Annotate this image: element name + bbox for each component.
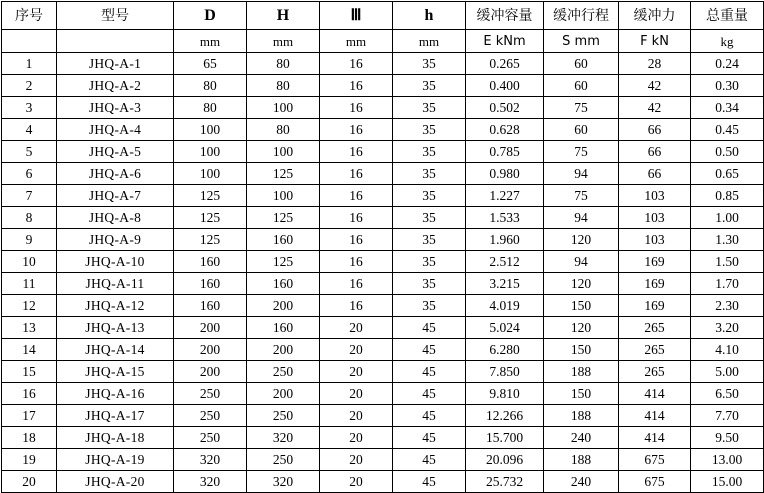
table-cell: 13.00 xyxy=(691,449,764,471)
table-cell: 125 xyxy=(174,229,247,251)
table-cell: 1.50 xyxy=(691,251,764,273)
table-cell: 16 xyxy=(320,53,393,75)
table-cell: 0.502 xyxy=(466,97,544,119)
table-cell: 20 xyxy=(320,471,393,493)
table-cell: 188 xyxy=(544,405,619,427)
model-code: JHQ-A-11 xyxy=(57,273,174,295)
table-cell: 320 xyxy=(174,471,247,493)
row-index: 15 xyxy=(2,361,57,383)
table-cell: 200 xyxy=(174,317,247,339)
table-cell: 16 xyxy=(320,207,393,229)
column-unit-7: S mm xyxy=(544,30,619,53)
table-cell: 125 xyxy=(247,207,320,229)
table-cell: 66 xyxy=(619,163,691,185)
table-cell: 320 xyxy=(247,427,320,449)
table-cell: 169 xyxy=(619,273,691,295)
table-cell: 20 xyxy=(320,383,393,405)
model-code: JHQ-A-12 xyxy=(57,295,174,317)
table-cell: 1.70 xyxy=(691,273,764,295)
table-cell: 75 xyxy=(544,185,619,207)
table-cell: 42 xyxy=(619,75,691,97)
table-cell: 1.960 xyxy=(466,229,544,251)
model-code: JHQ-A-14 xyxy=(57,339,174,361)
table-cell: 100 xyxy=(174,141,247,163)
table-cell: 0.85 xyxy=(691,185,764,207)
table-cell: 16 xyxy=(320,97,393,119)
row-index: 2 xyxy=(2,75,57,97)
table-row xyxy=(2,317,764,339)
table-cell: 7.70 xyxy=(691,405,764,427)
table-row xyxy=(2,471,764,493)
table-cell: 100 xyxy=(247,97,320,119)
table-cell: 160 xyxy=(174,295,247,317)
table-cell: 4.019 xyxy=(466,295,544,317)
column-header-4: Ⅲ xyxy=(320,2,393,30)
row-index: 10 xyxy=(2,251,57,273)
table-cell: 0.628 xyxy=(466,119,544,141)
table-cell: 3.215 xyxy=(466,273,544,295)
table-cell: 169 xyxy=(619,251,691,273)
table-row xyxy=(2,53,764,75)
column-unit-9: kg xyxy=(691,30,764,53)
model-code: JHQ-A-6 xyxy=(57,163,174,185)
table-cell: 0.65 xyxy=(691,163,764,185)
table-cell: 675 xyxy=(619,471,691,493)
table-cell: 160 xyxy=(247,229,320,251)
column-header-1: 型号 xyxy=(57,2,174,30)
model-code: JHQ-A-4 xyxy=(57,119,174,141)
table-cell: 250 xyxy=(247,405,320,427)
row-index: 5 xyxy=(2,141,57,163)
row-index: 17 xyxy=(2,405,57,427)
table-cell: 5.00 xyxy=(691,361,764,383)
model-code: JHQ-A-8 xyxy=(57,207,174,229)
table-cell: 15.700 xyxy=(466,427,544,449)
row-index: 8 xyxy=(2,207,57,229)
table-cell: 265 xyxy=(619,317,691,339)
table-cell: 35 xyxy=(393,229,466,251)
row-index: 12 xyxy=(2,295,57,317)
table-cell: 2.512 xyxy=(466,251,544,273)
table-cell: 3.20 xyxy=(691,317,764,339)
model-code: JHQ-A-20 xyxy=(57,471,174,493)
table-cell: 100 xyxy=(174,163,247,185)
row-index: 9 xyxy=(2,229,57,251)
table-cell: 0.45 xyxy=(691,119,764,141)
row-index: 1 xyxy=(2,53,57,75)
table-cell: 100 xyxy=(247,185,320,207)
table-cell: 35 xyxy=(393,295,466,317)
table-cell: 414 xyxy=(619,405,691,427)
row-index: 18 xyxy=(2,427,57,449)
row-index: 7 xyxy=(2,185,57,207)
table-row xyxy=(2,295,764,317)
table-cell: 75 xyxy=(544,141,619,163)
table-row xyxy=(2,383,764,405)
table-cell: 45 xyxy=(393,427,466,449)
row-index: 13 xyxy=(2,317,57,339)
table-cell: 65 xyxy=(174,53,247,75)
table-cell: 188 xyxy=(544,361,619,383)
table-cell: 94 xyxy=(544,207,619,229)
column-unit-4: mm xyxy=(320,30,393,53)
column-unit-1 xyxy=(57,30,174,53)
table-cell: 120 xyxy=(544,273,619,295)
table-cell: 250 xyxy=(247,449,320,471)
table-cell: 250 xyxy=(174,405,247,427)
column-unit-2: mm xyxy=(174,30,247,53)
row-index: 20 xyxy=(2,471,57,493)
table-cell: 1.30 xyxy=(691,229,764,251)
table-cell: 120 xyxy=(544,317,619,339)
table-cell: 150 xyxy=(544,383,619,405)
table-cell: 265 xyxy=(619,339,691,361)
row-index: 14 xyxy=(2,339,57,361)
table-cell: 80 xyxy=(247,75,320,97)
table-cell: 66 xyxy=(619,141,691,163)
table-cell: 12.266 xyxy=(466,405,544,427)
table-row xyxy=(2,339,764,361)
table-cell: 16 xyxy=(320,273,393,295)
table-cell: 25.732 xyxy=(466,471,544,493)
table-cell: 200 xyxy=(247,295,320,317)
table-cell: 160 xyxy=(174,251,247,273)
table-row xyxy=(2,75,764,97)
table-cell: 0.34 xyxy=(691,97,764,119)
table-cell: 9.810 xyxy=(466,383,544,405)
table-row xyxy=(2,119,764,141)
column-unit-6: E kNm xyxy=(466,30,544,53)
table-cell: 60 xyxy=(544,53,619,75)
table-row xyxy=(2,141,764,163)
table-cell: 15.00 xyxy=(691,471,764,493)
table-cell: 100 xyxy=(247,141,320,163)
column-unit-3: mm xyxy=(247,30,320,53)
model-code: JHQ-A-15 xyxy=(57,361,174,383)
table-cell: 45 xyxy=(393,339,466,361)
table-header-row xyxy=(2,2,764,30)
table-cell: 125 xyxy=(247,251,320,273)
table-cell: 0.50 xyxy=(691,141,764,163)
table-cell: 150 xyxy=(544,339,619,361)
table-row xyxy=(2,97,764,119)
table-cell: 5.024 xyxy=(466,317,544,339)
column-header-7: 缓冲行程 xyxy=(544,2,619,30)
table-cell: 320 xyxy=(174,449,247,471)
table-cell: 125 xyxy=(174,207,247,229)
table-row xyxy=(2,273,764,295)
model-code: JHQ-A-18 xyxy=(57,427,174,449)
model-code: JHQ-A-7 xyxy=(57,185,174,207)
table-cell: 103 xyxy=(619,207,691,229)
table-cell: 35 xyxy=(393,185,466,207)
table-cell: 35 xyxy=(393,119,466,141)
table-cell: 20.096 xyxy=(466,449,544,471)
table-cell: 80 xyxy=(174,75,247,97)
table-row xyxy=(2,361,764,383)
table-row xyxy=(2,449,764,471)
table-row xyxy=(2,229,764,251)
table-cell: 60 xyxy=(544,75,619,97)
table-cell: 35 xyxy=(393,97,466,119)
model-code: JHQ-A-1 xyxy=(57,53,174,75)
row-index: 6 xyxy=(2,163,57,185)
table-cell: 0.980 xyxy=(466,163,544,185)
table-cell: 675 xyxy=(619,449,691,471)
table-cell: 75 xyxy=(544,97,619,119)
table-row xyxy=(2,405,764,427)
model-code: JHQ-A-3 xyxy=(57,97,174,119)
table-cell: 0.265 xyxy=(466,53,544,75)
table-cell: 0.24 xyxy=(691,53,764,75)
table-cell: 240 xyxy=(544,427,619,449)
column-header-2: D xyxy=(174,2,247,30)
table-cell: 94 xyxy=(544,163,619,185)
table-cell: 35 xyxy=(393,53,466,75)
table-cell: 35 xyxy=(393,141,466,163)
table-cell: 16 xyxy=(320,251,393,273)
table-cell: 94 xyxy=(544,251,619,273)
model-code: JHQ-A-17 xyxy=(57,405,174,427)
table-cell: 20 xyxy=(320,361,393,383)
column-unit-8: F kN xyxy=(619,30,691,53)
model-code: JHQ-A-9 xyxy=(57,229,174,251)
table-cell: 66 xyxy=(619,119,691,141)
column-unit-5: mm xyxy=(393,30,466,53)
model-code: JHQ-A-10 xyxy=(57,251,174,273)
table-cell: 160 xyxy=(247,273,320,295)
table-cell: 35 xyxy=(393,273,466,295)
table-cell: 6.50 xyxy=(691,383,764,405)
table-cell: 200 xyxy=(174,361,247,383)
table-cell: 16 xyxy=(320,229,393,251)
table-row xyxy=(2,185,764,207)
table-cell: 320 xyxy=(247,471,320,493)
table-cell: 2.30 xyxy=(691,295,764,317)
table-cell: 103 xyxy=(619,185,691,207)
table-cell: 120 xyxy=(544,229,619,251)
model-code: JHQ-A-2 xyxy=(57,75,174,97)
table-cell: 80 xyxy=(174,97,247,119)
table-cell: 9.50 xyxy=(691,427,764,449)
row-index: 4 xyxy=(2,119,57,141)
table-cell: 60 xyxy=(544,119,619,141)
table-cell: 160 xyxy=(247,317,320,339)
model-code: JHQ-A-13 xyxy=(57,317,174,339)
row-index: 16 xyxy=(2,383,57,405)
table-cell: 103 xyxy=(619,229,691,251)
column-unit-0 xyxy=(2,30,57,53)
model-code: JHQ-A-16 xyxy=(57,383,174,405)
model-code: JHQ-A-5 xyxy=(57,141,174,163)
column-header-9: 总重量 xyxy=(691,2,764,30)
table-cell: 45 xyxy=(393,449,466,471)
table-cell: 45 xyxy=(393,317,466,339)
table-cell: 45 xyxy=(393,405,466,427)
table-cell: 250 xyxy=(174,427,247,449)
table-cell: 0.785 xyxy=(466,141,544,163)
table-cell: 20 xyxy=(320,449,393,471)
table-cell: 250 xyxy=(247,361,320,383)
table-cell: 160 xyxy=(174,273,247,295)
table-row xyxy=(2,207,764,229)
table-cell: 1.533 xyxy=(466,207,544,229)
table-cell: 20 xyxy=(320,405,393,427)
table-cell: 265 xyxy=(619,361,691,383)
table-cell: 1.227 xyxy=(466,185,544,207)
row-index: 11 xyxy=(2,273,57,295)
table-unit-row xyxy=(2,30,764,53)
table-cell: 16 xyxy=(320,141,393,163)
table-cell: 16 xyxy=(320,295,393,317)
table-cell: 80 xyxy=(247,53,320,75)
table-cell: 414 xyxy=(619,427,691,449)
column-header-0: 序号 xyxy=(2,2,57,30)
table-cell: 35 xyxy=(393,207,466,229)
table-cell: 16 xyxy=(320,119,393,141)
column-header-8: 缓冲力 xyxy=(619,2,691,30)
table-cell: 20 xyxy=(320,427,393,449)
table-cell: 125 xyxy=(174,185,247,207)
table-cell: 16 xyxy=(320,163,393,185)
column-header-6: 缓冲容量 xyxy=(466,2,544,30)
table-cell: 20 xyxy=(320,339,393,361)
model-code: JHQ-A-19 xyxy=(57,449,174,471)
table-cell: 169 xyxy=(619,295,691,317)
row-index: 19 xyxy=(2,449,57,471)
table-cell: 45 xyxy=(393,383,466,405)
table-cell: 125 xyxy=(247,163,320,185)
table-cell: 200 xyxy=(174,339,247,361)
table-cell: 80 xyxy=(247,119,320,141)
table-row xyxy=(2,251,764,273)
table-cell: 45 xyxy=(393,471,466,493)
table-cell: 188 xyxy=(544,449,619,471)
table-cell: 35 xyxy=(393,251,466,273)
column-header-3: H xyxy=(247,2,320,30)
table-cell: 35 xyxy=(393,75,466,97)
table-cell: 150 xyxy=(544,295,619,317)
table-cell: 0.400 xyxy=(466,75,544,97)
table-row xyxy=(2,427,764,449)
table-cell: 100 xyxy=(174,119,247,141)
table-row xyxy=(2,163,764,185)
specification-table xyxy=(1,1,764,493)
table-cell: 28 xyxy=(619,53,691,75)
table-cell: 42 xyxy=(619,97,691,119)
table-cell: 45 xyxy=(393,361,466,383)
table-cell: 1.00 xyxy=(691,207,764,229)
table-cell: 0.30 xyxy=(691,75,764,97)
table-body xyxy=(2,2,764,493)
row-index: 3 xyxy=(2,97,57,119)
table-cell: 16 xyxy=(320,75,393,97)
table-cell: 4.10 xyxy=(691,339,764,361)
table-cell: 7.850 xyxy=(466,361,544,383)
table-cell: 6.280 xyxy=(466,339,544,361)
table-cell: 20 xyxy=(320,317,393,339)
table-cell: 200 xyxy=(247,339,320,361)
table-cell: 35 xyxy=(393,163,466,185)
table-cell: 240 xyxy=(544,471,619,493)
table-cell: 414 xyxy=(619,383,691,405)
table-cell: 250 xyxy=(174,383,247,405)
column-header-5: h xyxy=(393,2,466,30)
table-cell: 200 xyxy=(247,383,320,405)
table-cell: 16 xyxy=(320,185,393,207)
